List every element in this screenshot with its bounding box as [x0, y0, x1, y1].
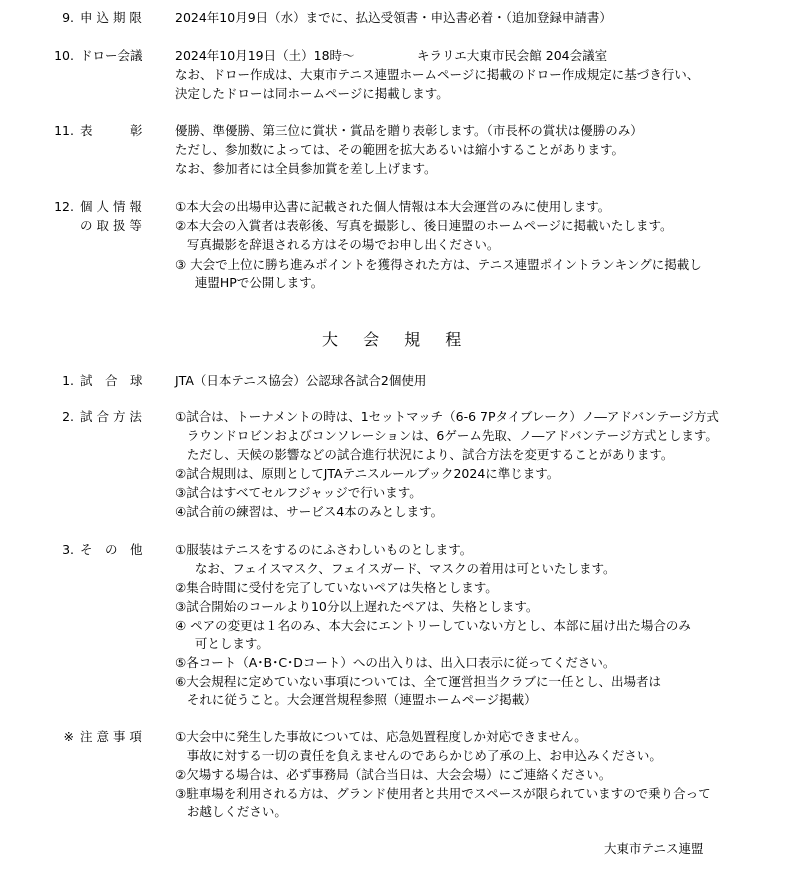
item-label: ドロー会議 [80, 48, 143, 63]
item-number: 1. [62, 373, 74, 388]
item-text-line: お越しください。 [175, 804, 287, 819]
item-text-line: ②欠場する場合は、必ず事務局（試合当日は、大会会場）にご連絡ください。 [175, 767, 612, 782]
item-text-line: 2024年10月9日（水）までに、払込受領書・申込書必着・（追加登録申請書） [175, 10, 612, 25]
item-number: 2. [62, 409, 74, 424]
item-label: 申 込 期 限 [80, 10, 142, 25]
item-text-line: ③ 大会で上位に勝ち進みポイントを獲得された方は、テニス連盟ポイントランキングに掲載し [175, 257, 702, 272]
item-text-line: なお、ドロー作成は、大東市テニス連盟ホームページに掲載のドロー作成規定に基づき行い、 [175, 67, 700, 82]
item-text-line: 優勝、準優勝、第三位に賞状・賞品を贈り表彰します。（市長杯の賞状は優勝のみ） [175, 123, 643, 138]
item-text-line: 可とします。 [175, 636, 269, 651]
item-number: 10. [54, 48, 74, 63]
item-text-line: 事故に対する一切の責任を負えませんのであらかじめ了承の上、お申込みください。 [175, 748, 662, 763]
item-text-line: ③駐車場を利用される方は、グランド使用者と共用でスペースが限られていますので乗り合って [175, 786, 711, 801]
item-label: 試 合 球 [80, 373, 143, 388]
item-number: 9. [62, 10, 74, 25]
item-text-line: ②本大会の入賞者は表彰後、写真を撮影し、後日連盟のホームページに掲載いたします。 [175, 218, 673, 233]
item-text-line: JTA（日本テニス協会）公認球各試合2個使用 [175, 373, 427, 388]
item-number: 12. [54, 199, 74, 214]
item-number: 3. [62, 542, 74, 557]
item-text-line: ⑤各コート（A･B･C･Dコート）への出入りは、出入口表示に従ってください。 [175, 655, 616, 670]
item-text-line: 写真撮影を辞退される方はその場でお申し出ください。 [175, 237, 500, 252]
item-text-line: ③試合開始のコールより10分以上遅れたペアは、失格とします。 [175, 599, 539, 614]
item-label: そ の 他 [80, 542, 143, 557]
organization-signature: 大東市テニス連盟 [604, 841, 704, 856]
item-label: 個 人 情 報 [80, 199, 142, 214]
item-label: 試 合 方 法 [80, 409, 142, 424]
item-text-line: なお、参加者には全員参加賞を差し上げます。 [175, 161, 437, 176]
item-text-line: ただし、天候の影響などの試合進行状況により、試合方法を変更することがあります。 [175, 447, 674, 462]
item-text-line: ⑥大会規程に定めていない事項については、全て運営担当クラブに一任とし、出場者は [175, 674, 661, 689]
item-text-line: ①本大会の出場申込書に記載された個人情報は本大会運営のみに使用します。 [175, 199, 611, 214]
item-number: 11. [54, 123, 74, 138]
item-text-line: ④試合前の練習は、サービス4本のみとします。 [175, 504, 444, 519]
item-label-second-line: の 取 扱 等 [80, 218, 142, 233]
item-text-line: ②試合規則は、原則としてJTAテニスルールブック2024に準じます。 [175, 466, 560, 481]
item-text-line: 連盟HPで公開します。 [175, 275, 324, 290]
item-text-line: なお、フェイスマスク、フェイスガード、マスクの着用は可といたします。 [175, 561, 616, 576]
item-label: 注 意 事 項 [80, 729, 142, 744]
item-label: 表 彰 [80, 123, 143, 138]
item-text-line: 決定したドローは同ホームページに掲載します。 [175, 86, 449, 101]
item-text-line: 2024年10月19日（土）18時～ キラリエ大東市民会館 204会議室 [175, 48, 608, 63]
item-text-line: ①大会中に発生した事故については、応急処置程度しか対応できません。 [175, 729, 587, 744]
section-title: 大 会 規 程 [322, 330, 472, 349]
item-text-line: ラウンドロビンおよびコンソレーションは、6ゲーム先取、ノ―アドバンテージ方式とします。 [175, 428, 718, 443]
item-text-line: ①試合は、トーナメントの時は、1セットマッチ（6-6 7Pタイブレーク）ノ―アドバンテージ方式 [175, 409, 719, 424]
item-text-line: ④ ペアの変更は１名のみ、本大会にエントリーしていない方とし、本部に届け出た場合のみ [175, 618, 691, 633]
item-text-line: ①服装はテニスをするのにふさわしいものとします。 [175, 542, 473, 557]
item-text-line: ②集合時間に受付を完了していないペアは失格とします。 [175, 580, 498, 595]
item-text-line: ただし、参加数によっては、その範囲を拡大あるいは縮小することがあります。 [175, 142, 625, 157]
item-text-line: ③試合はすべてセルフジャッジで行います。 [175, 485, 422, 500]
item-number: ※ [63, 729, 74, 744]
item-text-line: それに従うこと。大会運営規程参照（連盟ホームページ掲載） [175, 692, 537, 707]
